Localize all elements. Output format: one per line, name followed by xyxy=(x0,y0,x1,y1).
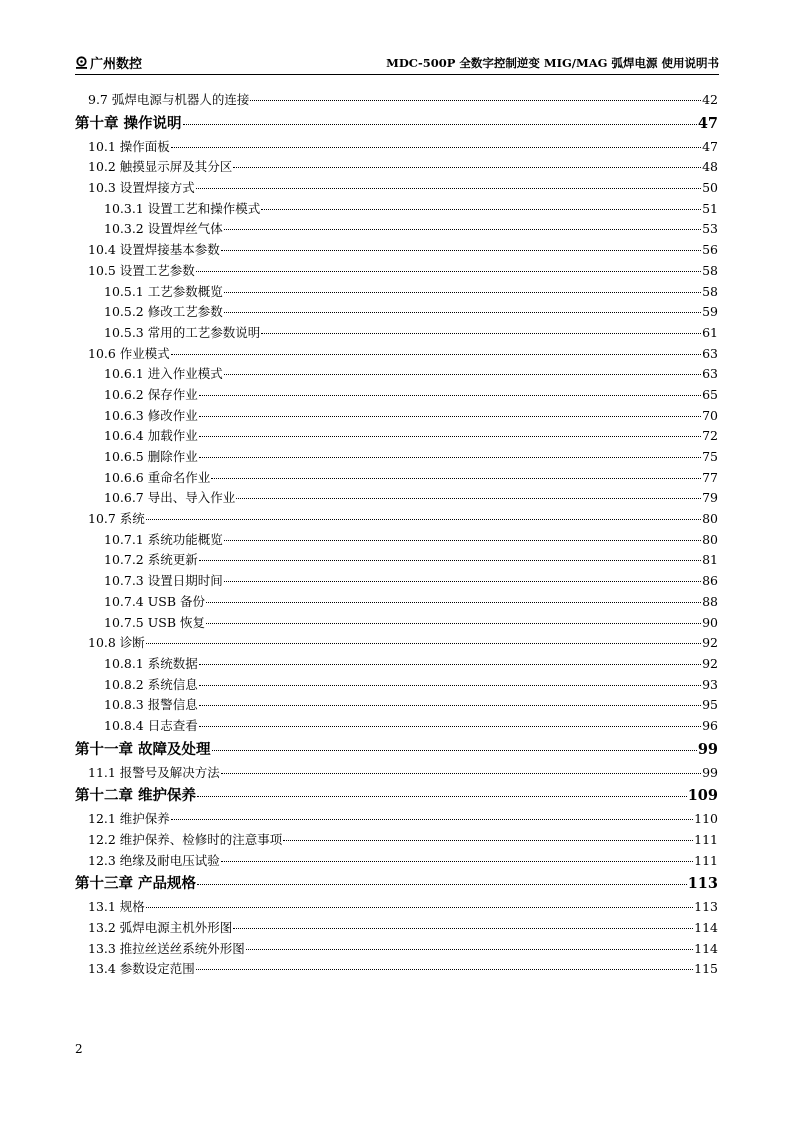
table-of-contents xyxy=(75,90,718,980)
toc-entry[interactable] xyxy=(75,613,718,634)
toc-entry-page: 61 xyxy=(702,324,718,340)
toc-dot-leader xyxy=(199,705,701,706)
page-number: 2 xyxy=(75,1042,83,1056)
toc-entry-page: 99 xyxy=(697,740,718,758)
toc-dot-leader xyxy=(199,726,701,727)
toc-dot-leader xyxy=(261,209,701,210)
toc-entry-title: 10.3.2 设置焊丝气体 xyxy=(104,221,223,237)
toc-dot-leader xyxy=(171,819,693,820)
toc-dot-leader xyxy=(221,861,693,862)
toc-entry-page: 92 xyxy=(702,655,718,671)
toc-entry-page: 111 xyxy=(694,832,718,847)
toc-entry-page: 42 xyxy=(702,92,718,107)
toc-entry-title: 10.5.2 修改工艺参数 xyxy=(104,304,223,320)
toc-entry-page: 72 xyxy=(702,428,718,444)
toc-entry-title: 10.8.4 日志查看 xyxy=(104,717,198,733)
toc-entry-page: 81 xyxy=(702,552,718,568)
toc-entry[interactable] xyxy=(75,157,718,178)
toc-entry-title: 10.7.4 USB 备份 xyxy=(104,593,205,609)
toc-dot-leader xyxy=(146,519,701,520)
toc-entry-title: 10.8.1 系统数据 xyxy=(104,655,198,671)
toc-entry-title: 10.6.5 删除作业 xyxy=(104,449,198,464)
toc-entry-title: 10.3 设置焊接方式 xyxy=(88,180,195,196)
toc-dot-leader xyxy=(224,540,701,541)
toc-entry-title: 10.6.6 重命名作业 xyxy=(104,469,211,485)
toc-entry[interactable] xyxy=(75,897,718,918)
toc-entry[interactable] xyxy=(75,240,718,261)
toc-entry-page: 93 xyxy=(702,676,718,692)
toc-entry-page: 47 xyxy=(697,114,718,132)
toc-dot-leader xyxy=(146,907,693,908)
toc-entry[interactable] xyxy=(75,178,718,199)
toc-entry[interactable] xyxy=(75,468,718,489)
toc-dot-leader xyxy=(199,416,701,417)
toc-entry-page: 110 xyxy=(694,811,718,827)
toc-entry-title: 10.8.2 系统信息 xyxy=(104,676,198,692)
toc-dot-leader xyxy=(224,374,701,375)
toc-entry-page: 58 xyxy=(702,262,718,278)
toc-entry-page: 95 xyxy=(702,697,718,713)
toc-entry-title: 10.3.1 设置工艺和操作模式 xyxy=(104,200,261,216)
toc-dot-leader xyxy=(283,840,693,841)
toc-entry-page: 99 xyxy=(702,764,718,780)
toc-entry-page: 75 xyxy=(702,449,718,464)
header-divider xyxy=(75,74,719,75)
toc-entry-page: 50 xyxy=(702,180,718,196)
toc-entry-title: 10.4 设置焊接基本参数 xyxy=(88,242,220,258)
toc-entry[interactable] xyxy=(75,90,718,111)
toc-entry-title: 10.6.2 保存作业 xyxy=(104,386,198,402)
toc-entry-title: 13.4 参数设定范围 xyxy=(88,961,195,977)
toc-entry[interactable] xyxy=(75,830,718,851)
toc-entry-title: 10.6.7 导出、导入作业 xyxy=(104,490,236,506)
toc-entry-page: 80 xyxy=(702,511,718,527)
toc-dot-leader xyxy=(199,664,701,665)
toc-entry-title: 10.6.4 加载作业 xyxy=(104,428,198,444)
toc-dot-leader xyxy=(171,354,701,355)
toc-entry-title: 10.7.2 系统更新 xyxy=(104,552,198,568)
toc-entry-page: 114 xyxy=(694,940,718,956)
toc-dot-leader xyxy=(211,478,701,479)
toc-entry[interactable] xyxy=(75,199,718,220)
toc-dot-leader xyxy=(199,560,701,561)
toc-entry-title: 12.1 维护保养 xyxy=(88,811,170,827)
toc-entry[interactable] xyxy=(75,406,718,427)
toc-dot-leader xyxy=(196,188,701,189)
toc-dot-leader xyxy=(197,884,687,885)
toc-dot-leader xyxy=(199,395,701,396)
toc-entry-page: 53 xyxy=(702,221,718,237)
toc-entry-title: 10.5 设置工艺参数 xyxy=(88,262,195,278)
toc-entry-page: 48 xyxy=(702,159,718,175)
toc-entry-page: 56 xyxy=(702,242,718,258)
toc-entry-title: 10.6.3 修改作业 xyxy=(104,407,198,423)
toc-entry-title: 11.1 报警号及解决方法 xyxy=(88,764,220,780)
toc-entry[interactable] xyxy=(75,323,718,344)
toc-entry-page: 63 xyxy=(702,366,718,382)
toc-dot-leader xyxy=(246,949,693,950)
toc-entry-title: 10.7 系统 xyxy=(88,511,145,527)
document-title: MDC-500P 全数字控制逆变 MIG/MAG 弧焊电源 使用说明书 xyxy=(386,56,719,70)
toc-dot-leader xyxy=(236,498,701,499)
toc-dot-leader xyxy=(196,969,693,970)
toc-entry-page: 115 xyxy=(694,961,718,977)
toc-entry-title: 第十二章 维护保养 xyxy=(75,787,197,805)
toc-entry-page: 113 xyxy=(694,899,718,915)
toc-entry-title: 13.1 规格 xyxy=(88,899,145,915)
toc-entry-title: 10.7.5 USB 恢复 xyxy=(104,614,205,630)
toc-dot-leader xyxy=(199,436,701,437)
toc-entry-title: 13.2 弧焊电源主机外形图 xyxy=(88,920,233,936)
toc-entry[interactable] xyxy=(75,364,718,385)
toc-entry[interactable] xyxy=(75,763,718,784)
toc-dot-leader xyxy=(221,773,701,774)
toc-entry[interactable] xyxy=(75,137,718,158)
toc-entry[interactable] xyxy=(75,385,718,406)
toc-entry[interactable] xyxy=(75,851,718,872)
toc-entry[interactable] xyxy=(75,939,718,960)
toc-entry-page: 109 xyxy=(687,787,718,805)
toc-entry-page: 70 xyxy=(702,407,718,423)
toc-entry[interactable] xyxy=(75,550,718,571)
toc-entry-title: 10.6 作业模式 xyxy=(88,345,170,361)
toc-entry-title: 10.5.1 工艺参数概览 xyxy=(104,283,223,299)
toc-entry-title: 第十三章 产品规格 xyxy=(75,875,197,893)
toc-entry-title: 10.7.3 设置日期时间 xyxy=(104,573,223,589)
toc-dot-leader xyxy=(221,250,701,251)
toc-entry-title: 10.6.1 进入作业模式 xyxy=(104,366,223,382)
toc-entry[interactable] xyxy=(75,592,718,613)
toc-entry-page: 51 xyxy=(702,200,718,216)
toc-entry[interactable] xyxy=(75,530,718,551)
toc-dot-leader xyxy=(224,292,701,293)
toc-entry-page: 96 xyxy=(702,717,718,733)
toc-entry-page: 86 xyxy=(702,573,718,589)
toc-dot-leader xyxy=(146,643,701,644)
toc-entry-page: 113 xyxy=(687,875,718,893)
toc-dot-leader xyxy=(197,796,687,797)
toc-dot-leader xyxy=(183,124,697,125)
toc-dot-leader xyxy=(224,581,701,582)
logo-text: 广州数控 xyxy=(90,56,143,72)
toc-entry-title: 10.7.1 系统功能概览 xyxy=(104,531,223,547)
toc-entry-title: 10.1 操作面板 xyxy=(88,138,170,154)
toc-dot-leader xyxy=(199,457,701,458)
logo-icon xyxy=(75,56,88,69)
toc-entry-title: 10.5.3 常用的工艺参数说明 xyxy=(104,324,261,340)
toc-entry-page: 114 xyxy=(694,920,718,936)
toc-entry[interactable] xyxy=(75,509,718,530)
toc-entry[interactable] xyxy=(75,633,718,654)
toc-chapter-entry[interactable] xyxy=(75,783,718,809)
toc-entry-page: 111 xyxy=(694,852,718,868)
toc-dot-leader xyxy=(206,602,701,603)
toc-entry-page: 65 xyxy=(702,386,718,402)
toc-dot-leader xyxy=(233,928,693,929)
toc-entry-title: 10.2 触摸显示屏及其分区 xyxy=(88,159,233,175)
toc-entry-title: 10.8.3 报警信息 xyxy=(104,697,198,713)
toc-entry[interactable] xyxy=(75,426,718,447)
toc-entry[interactable] xyxy=(75,959,718,980)
toc-entry-title: 9.7 弧焊电源与机器人的连接 xyxy=(88,92,250,107)
toc-dot-leader xyxy=(233,167,701,168)
toc-entry[interactable] xyxy=(75,261,718,282)
toc-entry[interactable] xyxy=(75,571,718,592)
toc-entry[interactable] xyxy=(75,654,718,675)
toc-entry-page: 47 xyxy=(702,138,718,154)
toc-entry[interactable] xyxy=(75,447,718,468)
toc-entry-title: 第十一章 故障及处理 xyxy=(75,740,211,758)
toc-chapter-entry[interactable] xyxy=(75,737,718,763)
toc-entry[interactable] xyxy=(75,716,718,737)
toc-dot-leader xyxy=(199,685,701,686)
toc-entry[interactable] xyxy=(75,302,718,323)
toc-entry[interactable] xyxy=(75,918,718,939)
toc-entry[interactable] xyxy=(75,282,718,303)
toc-entry-title: 12.2 维护保养、检修时的注意事项 xyxy=(88,832,283,847)
toc-entry[interactable] xyxy=(75,488,718,509)
toc-chapter-entry[interactable] xyxy=(75,871,718,897)
toc-entry-page: 63 xyxy=(702,345,718,361)
company-logo xyxy=(75,54,142,70)
toc-entry[interactable] xyxy=(75,344,718,365)
toc-dot-leader xyxy=(224,229,701,230)
toc-entry-page: 77 xyxy=(702,469,718,485)
toc-dot-leader xyxy=(250,100,701,101)
toc-entry[interactable] xyxy=(75,219,718,240)
toc-entry[interactable] xyxy=(75,809,718,830)
toc-entry-page: 88 xyxy=(702,593,718,609)
toc-entry-page: 79 xyxy=(702,490,718,506)
toc-entry-page: 59 xyxy=(702,304,718,320)
toc-entry-page: 58 xyxy=(702,283,718,299)
toc-dot-leader xyxy=(224,312,701,313)
toc-entry-page: 92 xyxy=(702,635,718,651)
toc-entry[interactable] xyxy=(75,695,718,716)
toc-entry[interactable] xyxy=(75,675,718,696)
toc-chapter-entry[interactable] xyxy=(75,111,718,137)
toc-dot-leader xyxy=(171,147,701,148)
toc-entry-page: 90 xyxy=(702,614,718,630)
toc-entry-title: 10.8 诊断 xyxy=(88,635,145,651)
toc-entry-page: 80 xyxy=(702,531,718,547)
page-header xyxy=(75,52,719,72)
toc-entry-title: 第十章 操作说明 xyxy=(75,114,182,132)
toc-dot-leader xyxy=(261,333,701,334)
toc-dot-leader xyxy=(206,623,701,624)
toc-dot-leader xyxy=(196,271,701,272)
toc-dot-leader xyxy=(212,750,697,751)
toc-entry-title: 13.3 推拉丝送丝系统外形图 xyxy=(88,940,245,956)
toc-entry-title: 12.3 绝缘及耐电压试验 xyxy=(88,852,220,868)
